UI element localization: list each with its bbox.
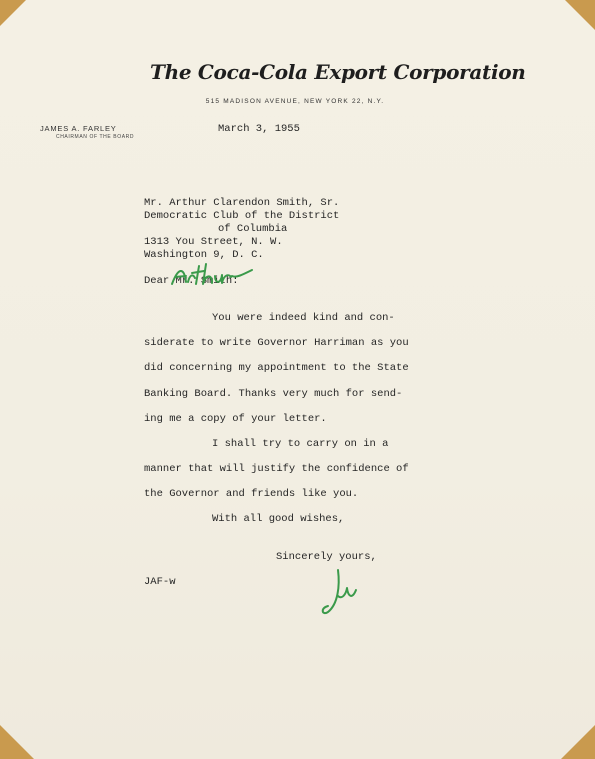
recipient-line: of Columbia xyxy=(218,223,288,235)
handwritten-signature xyxy=(316,566,362,624)
recipient-line: Mr. Arthur Clarendon Smith, Sr. xyxy=(144,197,340,209)
recipient-line: Washington 9, D. C. xyxy=(144,249,264,261)
recipient-line: 1313 You Street, N. W. xyxy=(144,236,283,248)
body-line: With all good wishes, xyxy=(212,513,345,525)
body-line: Banking Board. Thanks very much for send- xyxy=(144,388,403,400)
letterhead-logo: The Coca-Cola Export Corporation xyxy=(150,60,526,84)
body-line: siderate to write Governor Harriman as you xyxy=(144,337,409,349)
corner-tab-bottom-left xyxy=(0,725,34,759)
corner-tab-bottom-right xyxy=(561,725,595,759)
body-line: the Governor and friends like you. xyxy=(144,488,359,500)
body-line: manner that will justify the confidence of xyxy=(144,463,409,475)
typist-initials: JAF-w xyxy=(144,576,176,588)
recipient-line: Democratic Club of the District xyxy=(144,210,340,222)
body-line: You were indeed kind and con- xyxy=(212,312,395,324)
handwritten-salutation-arthur xyxy=(166,262,258,292)
letterhead-address: 515 MADISON AVENUE, NEW YORK 22, N.Y. xyxy=(205,98,385,105)
salutation: Dear Mr. Smith: xyxy=(144,275,239,287)
body-line: did concerning my appointment to the State xyxy=(144,362,409,374)
body-line: I shall try to carry on in a xyxy=(212,438,389,450)
closing: Sincerely yours, xyxy=(276,551,377,563)
letterhead-executive-title: CHAIRMAN OF THE BOARD xyxy=(56,134,135,140)
letter-date: March 3, 1955 xyxy=(218,123,300,135)
corner-tab-top-right xyxy=(565,0,595,30)
letterhead-executive-name: JAMES A. FARLEY xyxy=(40,124,117,133)
body-line: ing me a copy of your letter. xyxy=(144,413,327,425)
corner-tab-top-left xyxy=(0,0,26,26)
